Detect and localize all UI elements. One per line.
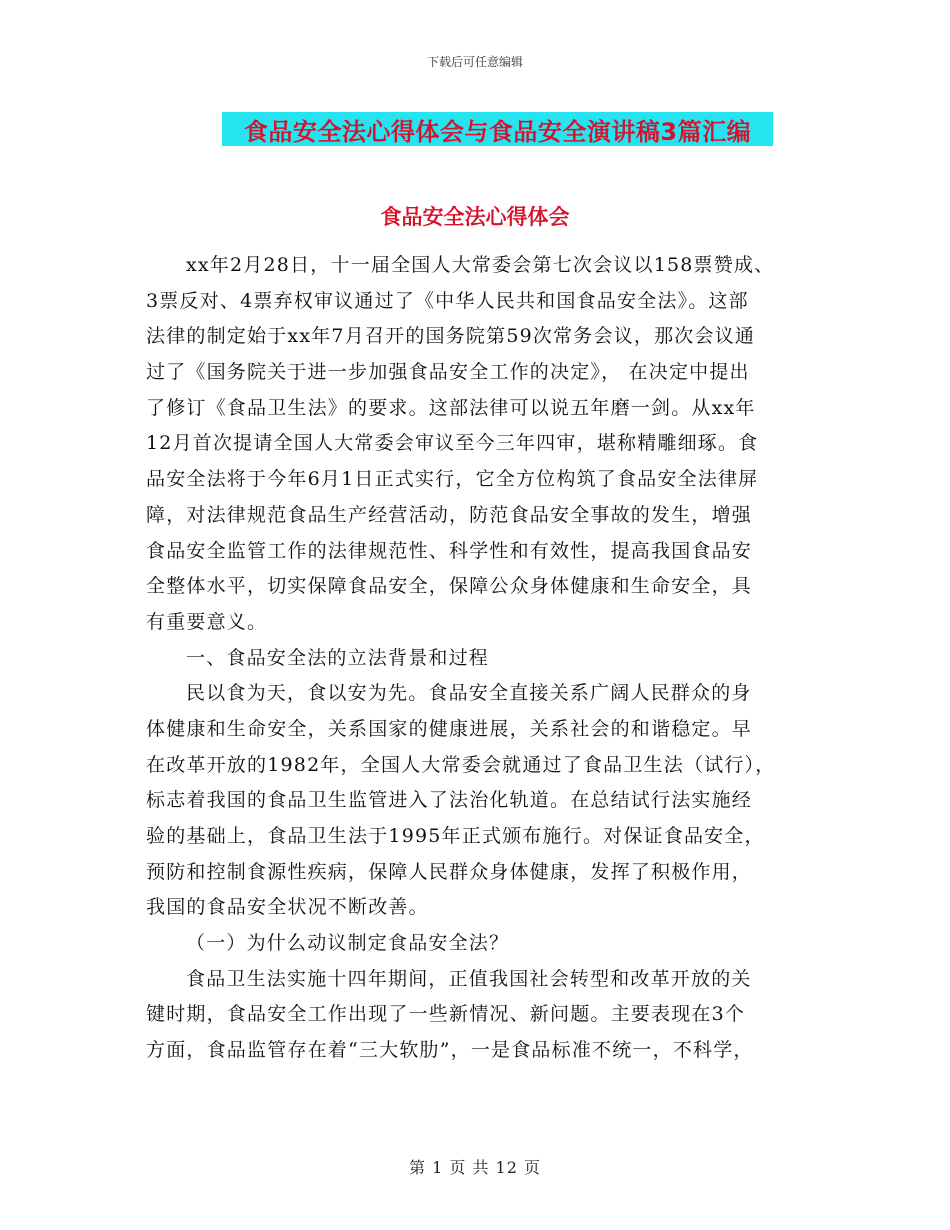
paragraph-line: 键时期，食品安全工作出现了一些新情况、新问题。主要表现在3个 [146, 1003, 746, 1026]
paragraph-line: 食品安全监管工作的法律规范性、科学性和有效性，提高我国食品安 [146, 539, 753, 562]
paragraph-line: 有重要意义。 [146, 610, 268, 633]
document-title: 食品安全法心得体会与食品安全演讲稿3篇汇编 [243, 117, 752, 146]
paragraph-line: 法律的制定始于xx年7月召开的国务院第59次常务会议，那次会议通 [146, 325, 756, 348]
paragraph-line: 过了《国务院关于进一步加强食品安全工作的决定》， 在决定中提出 [146, 361, 750, 384]
document-title-highlight [222, 112, 773, 146]
body-text [146, 248, 826, 1069]
paragraph-line: 方面，食品监管存在着“三大软肋”，一是食品标准不统一，不科学， [146, 1039, 754, 1062]
section-title: 食品安全法心得体会 [380, 205, 570, 229]
subsection-heading: （一）为什么动议制定食品安全法？ [186, 932, 510, 955]
paragraph-line: 12月首次提请全国人大常委会审议至今三年四审，堪称精雕细琢。食 [146, 432, 759, 455]
paragraph-line: 全整体水平，切实保障食品安全，保障公众身体健康和生命安全，具 [146, 575, 753, 598]
header-note: 下载后可任意编辑 [426, 55, 523, 69]
paragraph-line: 食品卫生法实施十四年期间，正值我国社会转型和改革开放的关 [186, 967, 752, 990]
paragraph-line: 验的基础上，食品卫生法于1995年正式颁布施行。对保证食品安全， [146, 825, 765, 847]
paragraph-line: 体健康和生命安全，关系国家的健康进展，关系社会的和谐稳定。早 [146, 717, 753, 740]
paragraph-line: 障，对法律规范食品生产经营活动，防范食品安全事故的发生，增强 [146, 503, 753, 526]
paragraph-line: 预防和控制食源性疾病，保障人民群众身体健康，发挥了积极作用， [146, 860, 753, 883]
paragraph-line: 品安全法将于今年6月1日正式实行，它全方位构筑了食品安全法律屏 [146, 468, 759, 491]
paragraph-line: xx年2月28日，十一届全国人大常委会第七次会议以158票赞成、 [186, 254, 775, 276]
paragraph-line: 3票反对、4票弃权审议通过了《中华人民共和国食品安全法》。这部 [146, 289, 749, 312]
paragraph-line: 在改革开放的1982年，全国人大常委会就通过了食品卫生法（试行）， [146, 753, 776, 776]
paragraph-line: 标志着我国的食品卫生监管进入了法治化轨道。在总结试行法实施经 [146, 789, 753, 812]
paragraph-line: 了修订《食品卫生法》的要求。这部法律可以说五年磨一剑。从xx年 [146, 396, 756, 419]
paragraph-line: 我国的食品安全状况不断改善。 [146, 896, 429, 919]
page-footer: 第 1 页 共 12 页 [409, 1158, 541, 1177]
paragraph-line: 民以食为天，食以安为先。食品安全直接关系广阔人民群众的身 [186, 682, 752, 705]
section-heading: 一、食品安全法的立法背景和过程 [186, 646, 490, 669]
